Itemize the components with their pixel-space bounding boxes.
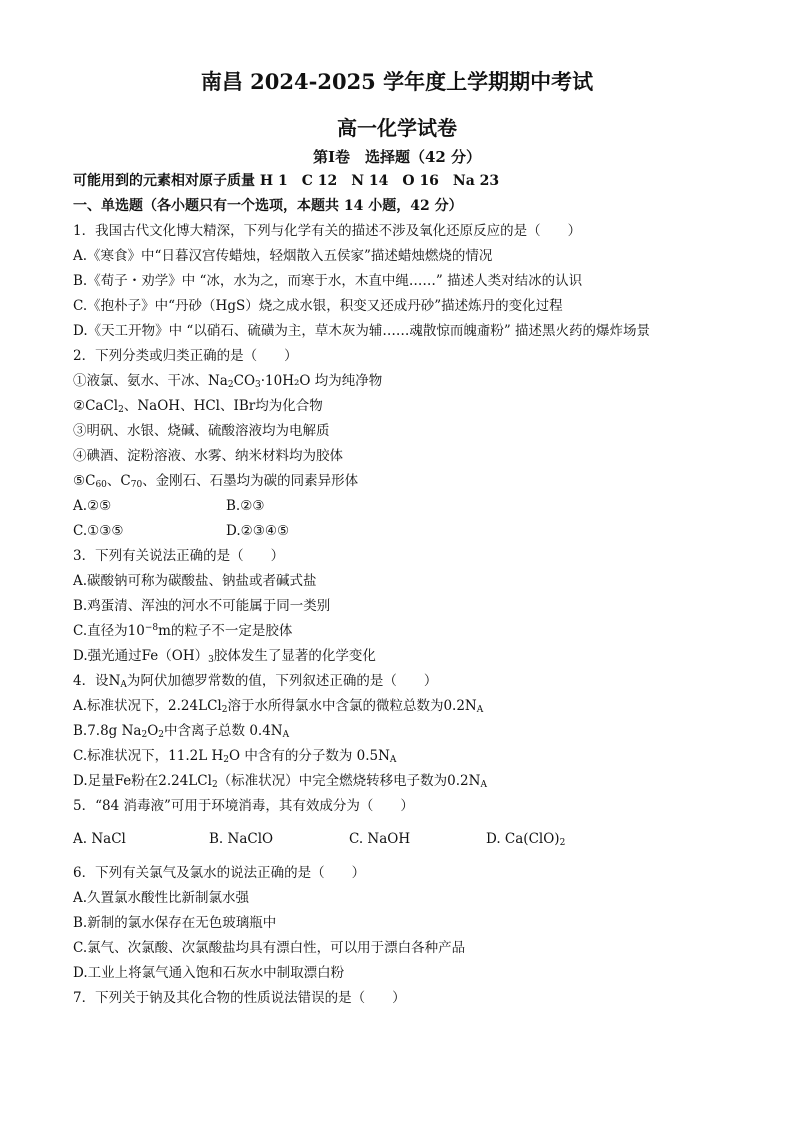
text: 、金刚石、石墨均为碳的同素异形体 — [142, 473, 359, 489]
text: D.足量Fe粉在2.24LCl — [73, 773, 212, 789]
text: D. Ca(ClO) — [486, 831, 560, 847]
question-2-item-2 — [73, 397, 323, 415]
question-5-option-c: C. NaOH — [349, 831, 411, 847]
question-6-option-a: A.久置氯水酸性比新制氯水强 — [73, 890, 250, 906]
question-6-stem: 6．下列有关氯气及氯水的说法正确的是（ ） — [73, 865, 366, 881]
question-5-option-a: A. NaCl — [73, 831, 126, 847]
question-3-option-b: B.鸡蛋清、浑浊的河水不可能属于同一类别 — [73, 598, 331, 614]
text: CO — [233, 373, 256, 389]
question-6-option-b: B.新制的氯水保存在无色玻璃瓶中 — [73, 915, 277, 931]
subscript: 2 — [141, 730, 148, 740]
question-3-option-c — [73, 622, 292, 640]
question-6-option-c: C.氯气、次氯酸、次氯酸盐均具有漂白性，可以用于漂白各种产品 — [73, 940, 466, 956]
text: A.标准状况下，2.24LCl — [73, 698, 222, 714]
superscript: −8 — [144, 623, 159, 633]
question-2-item-1 — [73, 372, 382, 390]
question-1-option-a: A.《寒食》中“日暮汉宫传蜡烛，轻烟散入五侯家”描述蜡烛燃烧的情况 — [73, 248, 493, 264]
text: 、NaOH、HCl、IBr均为化合物 — [123, 398, 323, 414]
subscript: 2 — [227, 380, 234, 390]
subscript: 2 — [118, 405, 124, 415]
subscript: 2 — [211, 780, 218, 790]
subscript: 2 — [221, 705, 228, 715]
question-2-item-3: ③明矾、水银、烧碱、硫酸溶液均为电解质 — [73, 423, 330, 439]
text: ·10H₂O 均为纯净物 — [260, 373, 383, 389]
text: D.强光通过Fe（OH） — [73, 648, 209, 664]
subscript: 2 — [559, 838, 566, 848]
text: C.标准状况下，11.2L H — [73, 748, 224, 764]
text: 4．设N — [73, 673, 121, 689]
question-2-option-c: C.①③⑤ — [73, 523, 124, 539]
text: m的粒子不一定是胶体 — [158, 623, 293, 639]
text: 、C — [106, 473, 131, 489]
question-4-stem — [73, 672, 437, 690]
text: （标准状况）中完全燃烧转移电子数为0.2N — [217, 773, 481, 789]
question-5-option-b: B. NaClO — [209, 831, 274, 847]
subscript: A — [389, 755, 397, 765]
question-2-option-a: A.②⑤ — [73, 498, 112, 514]
question-7-stem: 7．下列关于钠及其化合物的性质说法错误的是（ ） — [73, 990, 406, 1006]
text: O 中含有的分子数为 0.5N — [228, 748, 390, 764]
subscript: A — [120, 680, 127, 690]
subscript: 2 — [158, 730, 165, 740]
question-1-option-b: B.《荀子・劝学》中 “冰，水为之，而寒于水，木直中绳……” 描述人类对结冰的认识 — [73, 273, 583, 289]
atomic-masses: 可能用到的元素相对原子质量 H 1 C 12 N 14 O 16 Na 23 — [73, 173, 500, 189]
text: ⑤C — [73, 473, 96, 489]
question-5-option-d — [486, 830, 565, 848]
question-4-option-a — [73, 697, 483, 715]
subscript: 2 — [223, 755, 229, 765]
text: ①液氯、氨水、干冰、Na — [73, 373, 228, 389]
subscript: 60 — [95, 480, 107, 490]
question-6-option-d: D.工业上将氯气通入饱和石灰水中制取漂白粉 — [73, 965, 345, 981]
question-4-option-c — [73, 747, 396, 765]
exam-title: 南昌 2024-2025 学年度上学期期中考试 — [200, 69, 594, 94]
subscript: 3 — [255, 380, 261, 390]
question-2-item-5 — [73, 472, 358, 490]
subscript: A — [480, 780, 487, 790]
text: 胶体发生了显著的化学变化 — [213, 648, 376, 664]
text: 中含离子总数 0.4N — [164, 723, 283, 739]
question-2-option-b: B.②③ — [226, 498, 265, 514]
question-1-stem: 1．我国古代文化博大精深，下列与化学有关的描述不涉及氧化还原反应的是（ ） — [73, 223, 582, 239]
text: 为阿伏加德罗常数的值，下列叙述正确的是（ ） — [126, 673, 438, 689]
question-2-item-4: ④碘酒、淀粉溶液、水雾、纳米材料均为胶体 — [73, 448, 343, 464]
question-3-option-d — [73, 647, 376, 665]
question-1-option-c: C.《抱朴子》中“丹砂（HgS）烧之成水银，积变又还成丹砂”描述炼丹的变化过程 — [73, 298, 563, 314]
text: C.直径为10 — [73, 623, 145, 639]
text: B.7.8g Na — [73, 723, 142, 739]
question-2-stem: 2．下列分类或归类正确的是（ ） — [73, 348, 298, 364]
subscript: A — [282, 730, 290, 740]
question-3-stem: 3．下列有关说法正确的是（ ） — [73, 548, 285, 564]
question-5-stem: 5．“84 消毒液”可用于环境消毒，其有效成分为（ ） — [73, 798, 414, 814]
question-4-option-b — [73, 722, 289, 740]
question-4-option-d — [73, 772, 487, 790]
section-heading: 一、单选题（各小题只有一个选项，本题共 14 小题，42 分） — [73, 198, 463, 214]
question-3-option-a: A.碳酸钠可称为碳酸盐、钠盐或者碱式盐 — [73, 573, 317, 589]
subscript: 70 — [130, 480, 143, 490]
subscript: 3 — [208, 655, 214, 665]
part-heading: 第Ⅰ卷 选择题（42 分） — [312, 148, 482, 166]
question-2-option-d: D.②③④⑤ — [226, 523, 290, 539]
text: ②CaCl — [73, 398, 119, 414]
text: O — [147, 723, 159, 739]
exam-subtitle: 高一化学试卷 — [337, 116, 457, 140]
question-1-option-d: D.《天工开物》中 “以硝石、硫磺为主，草木灰为辅……魂散惊而魄齑粉” 描述黑火药的爆炸场景 — [73, 323, 651, 339]
text: 溶于水所得氯水中含氯的微粒总数为0.2N — [227, 698, 477, 714]
subscript: A — [476, 705, 484, 715]
